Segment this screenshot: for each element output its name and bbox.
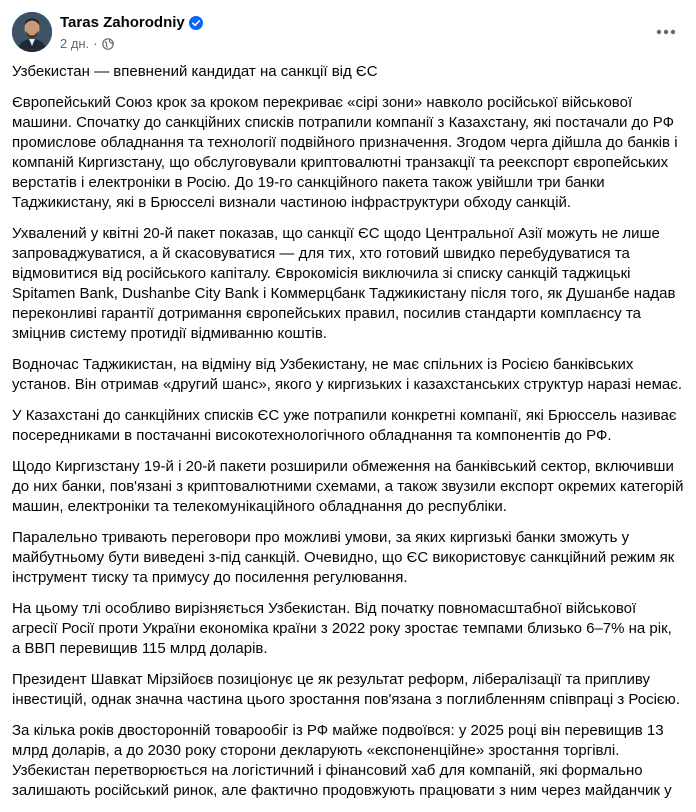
globe-icon[interactable] bbox=[102, 38, 114, 50]
post-paragraph: На цьому тлі особливо вирізняється Узбекистан. Від початку повномасштабної військової агресії Росії проти України економіка країни з 2022 року зростає темпами близько 6–7% на рік, а ВВП перевищив 115 млрд доларів. bbox=[12, 600, 672, 657]
post-header bbox=[12, 12, 684, 56]
post-paragraph: Європейський Союз крок за кроком перекриває «сірі зони» навколо російської військової машини. Спочатку до санкційних списків потрапили компанії з Казахстану, які постачали до РФ промислове обладнання та технології подвійного призначення. Згодом черга дійшла до банків і компаній Киргизстану, що обслуговували криптовалютні транзакції та реекспорт європейських верстатів і електроніки в Росію. До 19-го санкційного пакета також увійшли три банки Таджикистану, які в Брюсселі визнали частиною інфраструктури обходу санкцій. bbox=[12, 94, 678, 211]
post-meta bbox=[60, 36, 114, 51]
meta-separator: · bbox=[93, 36, 98, 51]
author-name-text[interactable]: Taras Zahorodniy bbox=[60, 14, 185, 31]
post-body bbox=[12, 62, 684, 812]
author-name[interactable] bbox=[60, 14, 203, 31]
post-paragraph: Паралельно тривають переговори про можливі умови, за яких киргизькі банки зможуть у майбутньому бути виведені з-під санкцій. Очевидно, що ЄС використовує санкційний режим як інструмент тиску та примусу до посилення регулювання. bbox=[12, 529, 675, 586]
post-paragraph: За кілька років двосторонній товарообіг із РФ майже подвоївся: у 2025 році він перевищив 13 млрд доларів, а до 2030 року сторони декларують «експоненційне» зростання торгівлі. Узбекистан перетворюється на логістичний і фінансовий хаб для компаній, які формально залишають російський ринок, але фактично продовжують працювати з ним через майданчик у bbox=[12, 722, 672, 799]
post-time[interactable]: 2 дн. bbox=[60, 36, 90, 51]
post-title: Узбекистан — впевнений кандидат на санкції від ЄС bbox=[12, 63, 378, 80]
more-options-icon[interactable] bbox=[652, 18, 680, 46]
post-paragraph: Президент Шавкат Мірзійоєв позиціонує це як результат реформ, лібералізації та припливу інвестицій, однак значна частина цього зростання пов'язана з поглибленням співпраці з Росією. bbox=[12, 671, 680, 708]
post-paragraph: Ухвалений у квітні 20-й пакет показав, що санкції ЄС щодо Центральної Азії можуть не лише запроваджуватися, а й скасовуватися — для тих, хто готовий швидко перебудуватися та відмовитися від російського капіталу. Єврокомісія виключила зі списку санкцій таджицькі Spitamen Bank, Dushanbe City Bank і Коммерцбанк Таджикистану після того, як Душанбе надав переконливі гарантії дотримання європейських правил, посилив стандарти комплаєнсу та зміцнив систему протидії відмиванню коштів. bbox=[12, 225, 676, 342]
post-paragraph: Щодо Киргизстану 19-й і 20-й пакети розширили обмеження на банківський сектор, включивши до них банки, пов'язані з криптовалютними схемами, а також звузили експорт окремих категорій машин, електроніки та телекомунікаційного обладнання до республіки. bbox=[12, 458, 684, 515]
verified-badge-icon bbox=[189, 16, 203, 30]
post-paragraph: У Казахстані до санкційних списків ЄС уже потрапили конкретні компанії, які Брюссель називає посередниками в постачанні високотехнологічного обладнання та компонентів до РФ. bbox=[12, 407, 677, 444]
post-paragraph: Водночас Таджикистан, на відміну від Узбекистану, не має спільних із Росією банківських установ. Він отримав «другий шанс», якого у киргизьких і казахстанських структур наразі немає. bbox=[12, 356, 683, 393]
avatar[interactable] bbox=[12, 12, 52, 52]
